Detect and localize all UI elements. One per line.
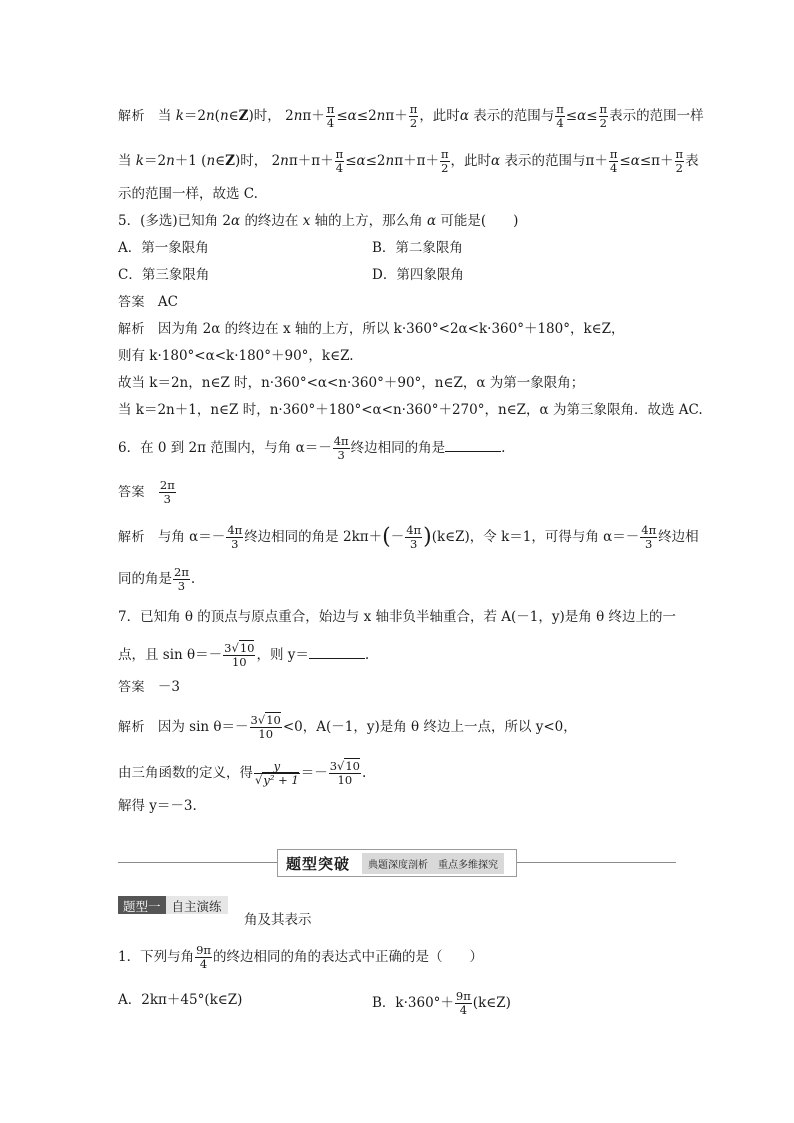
fraction: $\frac{4\pi}{3}$ <box>227 523 243 551</box>
topic-tag-type: 自主演练 <box>166 896 228 914</box>
fraction: $\frac{4\pi}{3}$ <box>641 523 657 551</box>
fraction: $\frac{4\pi}{3}$ <box>333 434 349 462</box>
analysis-label: 解析 <box>118 109 146 124</box>
q6-analysis-1: 解析 与角 α＝－ $\frac{4\pi}{3}$ 终边相同的角是 2kπ＋(－ $\frac{4\pi}{3}$ )(k∈Z)，令 k＝1，可得与角 α＝－ $\frac{4\pi}{3}$ 终边相 <box>118 523 699 551</box>
topic-title: 角及其表示 <box>244 912 312 928</box>
fraction: $\frac{\pi}{2}$ <box>440 147 449 175</box>
fraction: $\frac{3√10}{10}$ <box>329 759 360 787</box>
analysis-label: 解析 <box>118 322 146 337</box>
fraction: $\frac{\pi}{4}$ <box>326 102 335 130</box>
fraction: $\frac{\pi}{2}$ <box>409 102 418 130</box>
q5-analysis-1: 解析 因为角 2α 的终边在 x 轴的上方，所以 k·360°<2α<k·360°＋180°，k∈Z， <box>118 321 625 337</box>
prev-analysis-line-1: 解析 当 k＝2n(n∈Z)时， 2nπ＋ $\frac{\pi}{4}$ ≤α≤2nπ＋ $\frac{\pi}{2}$ ，此时α 表示的范围与 $\frac{\pi}{4}$ ≤α≤ $\frac{\pi}{2}$ 表示的范围一样 <box>118 102 704 130</box>
q5-option-b: B．第二象限角 <box>372 240 463 256</box>
t1-option-b: B．k·360°＋ $\frac{9\pi}{4}$ (k∈Z) <box>372 989 511 1017</box>
q5-analysis-4: 当 k＝2n＋1，n∈Z 时，n·360°＋180°<α<n·360°＋270°，n∈Z，α 为第三象限角．故选 AC. <box>118 402 703 418</box>
q5-analysis-3: 故当 k＝2n，n∈Z 时，n·360°<α<n·360°＋90°，n∈Z，α 为第一象限角； <box>118 375 585 391</box>
q5-analysis-2: 则有 k·180°<α<k·180°＋90°，k∈Z. <box>118 348 354 364</box>
fill-blank <box>309 644 365 659</box>
fill-blank <box>445 437 501 452</box>
q6-answer <box>118 479 177 506</box>
fraction: $\frac{\pi}{2}$ <box>599 102 608 130</box>
t1-option-a: A．2kπ＋45°(k∈Z) <box>118 992 243 1008</box>
q7-analysis-3: 解得 y＝－3. <box>118 798 197 814</box>
fraction: $\frac{y}{\text{√y² + 1}}$ <box>255 759 299 787</box>
q7-analysis-2: 由三角函数的定义，得 $\frac{y}{\text{√y² + 1}}$ ＝－ $\frac{3√10}{10}$ . <box>118 759 367 787</box>
section-subtitle: 典题深度剖析 重点多维探究 <box>362 853 504 874</box>
q5-options-row-2 <box>118 265 209 285</box>
answer-label: 答案 <box>118 295 146 310</box>
t1-stem: 1．下列与角 $\frac{9\pi}{4}$ 的终边相同的角的表达式中正确的是（ ） <box>118 943 483 971</box>
fraction: $\frac{\pi}{2}$ <box>675 147 684 175</box>
q6-stem: 6．在 0 到 2π 范围内，与角 α＝－ $\frac{4\pi}{3}$ 终边相同的角是 . <box>118 434 506 462</box>
q5-options-row-1 <box>118 238 209 258</box>
q7-stem-2: 点，且 sin θ＝－ $\frac{3√10}{10}$ ，则 y＝ . <box>118 641 370 669</box>
analysis-label: 解析 <box>118 720 146 735</box>
fraction: $\frac{3√10}{10}$ <box>224 641 255 669</box>
q5-option-d: D．第四象限角 <box>372 267 464 283</box>
fraction: $\frac{2\pi}{3}$ <box>174 565 189 593</box>
answer-label: 答案 <box>118 485 146 500</box>
topic-tag <box>118 896 228 914</box>
answer-fraction: $\frac{2\pi}{3}$ <box>159 478 175 506</box>
q5-option-a: A．第一象限角 <box>118 240 209 256</box>
fraction: $\frac{\pi}{4}$ <box>556 102 564 130</box>
fraction: $\frac{\pi}{4}$ <box>335 147 344 175</box>
fraction: $\frac{3√10}{10}$ <box>250 713 281 741</box>
q5-stem: 5．(多选)已知角 2α 的终边在 x 轴的上方，那么角 α 可能是( ) <box>118 213 519 229</box>
q7-analysis-1: 解析 因为 sin θ＝－ $\frac{3√10}{10}$ <0，A(－1，y)是角 θ 终边上一点，所以 y<0， <box>118 713 577 741</box>
q7-stem-1: 7．已知角 θ 的顶点与原点重合，始边与 x 轴非负半轴重合，若 A(－1，y)是角 θ 终边上的一 <box>118 609 676 625</box>
fraction: $\frac{9\pi}{4}$ <box>196 943 211 971</box>
fraction: $\frac{4\pi}{3}$ <box>406 523 422 551</box>
section-banner <box>277 849 517 877</box>
q7-answer: 答案 －3 <box>118 679 180 695</box>
prev-analysis-line-2: 当 k＝2n＋1 (n∈Z)时， 2nπ＋π＋ $\frac{\pi}{4}$ ≤α≤2nπ＋π＋ $\frac{\pi}{2}$ ，此时α 表示的范围与π＋ $\frac{\pi}{4}$ ≤α≤π＋ $\frac{\pi}{2}$ 表 <box>118 147 699 175</box>
q5-option-c: C．第三象限角 <box>118 267 210 283</box>
answer-label: 答案 <box>118 680 146 695</box>
fraction: $\frac{\pi}{4}$ <box>609 147 618 175</box>
analysis-label: 解析 <box>118 530 146 545</box>
q5-answer: 答案 AC <box>118 294 178 310</box>
topic-tag-number: 题型一 <box>118 896 166 914</box>
section-title: 题型突破 <box>286 854 351 873</box>
q6-analysis-2: 同的角是 $\frac{2\pi}{3}$ . <box>118 565 196 593</box>
fraction: $\frac{9\pi}{4}$ <box>455 989 471 1017</box>
prev-analysis-line-3: 示的范围一样，故选 C. <box>118 186 258 202</box>
